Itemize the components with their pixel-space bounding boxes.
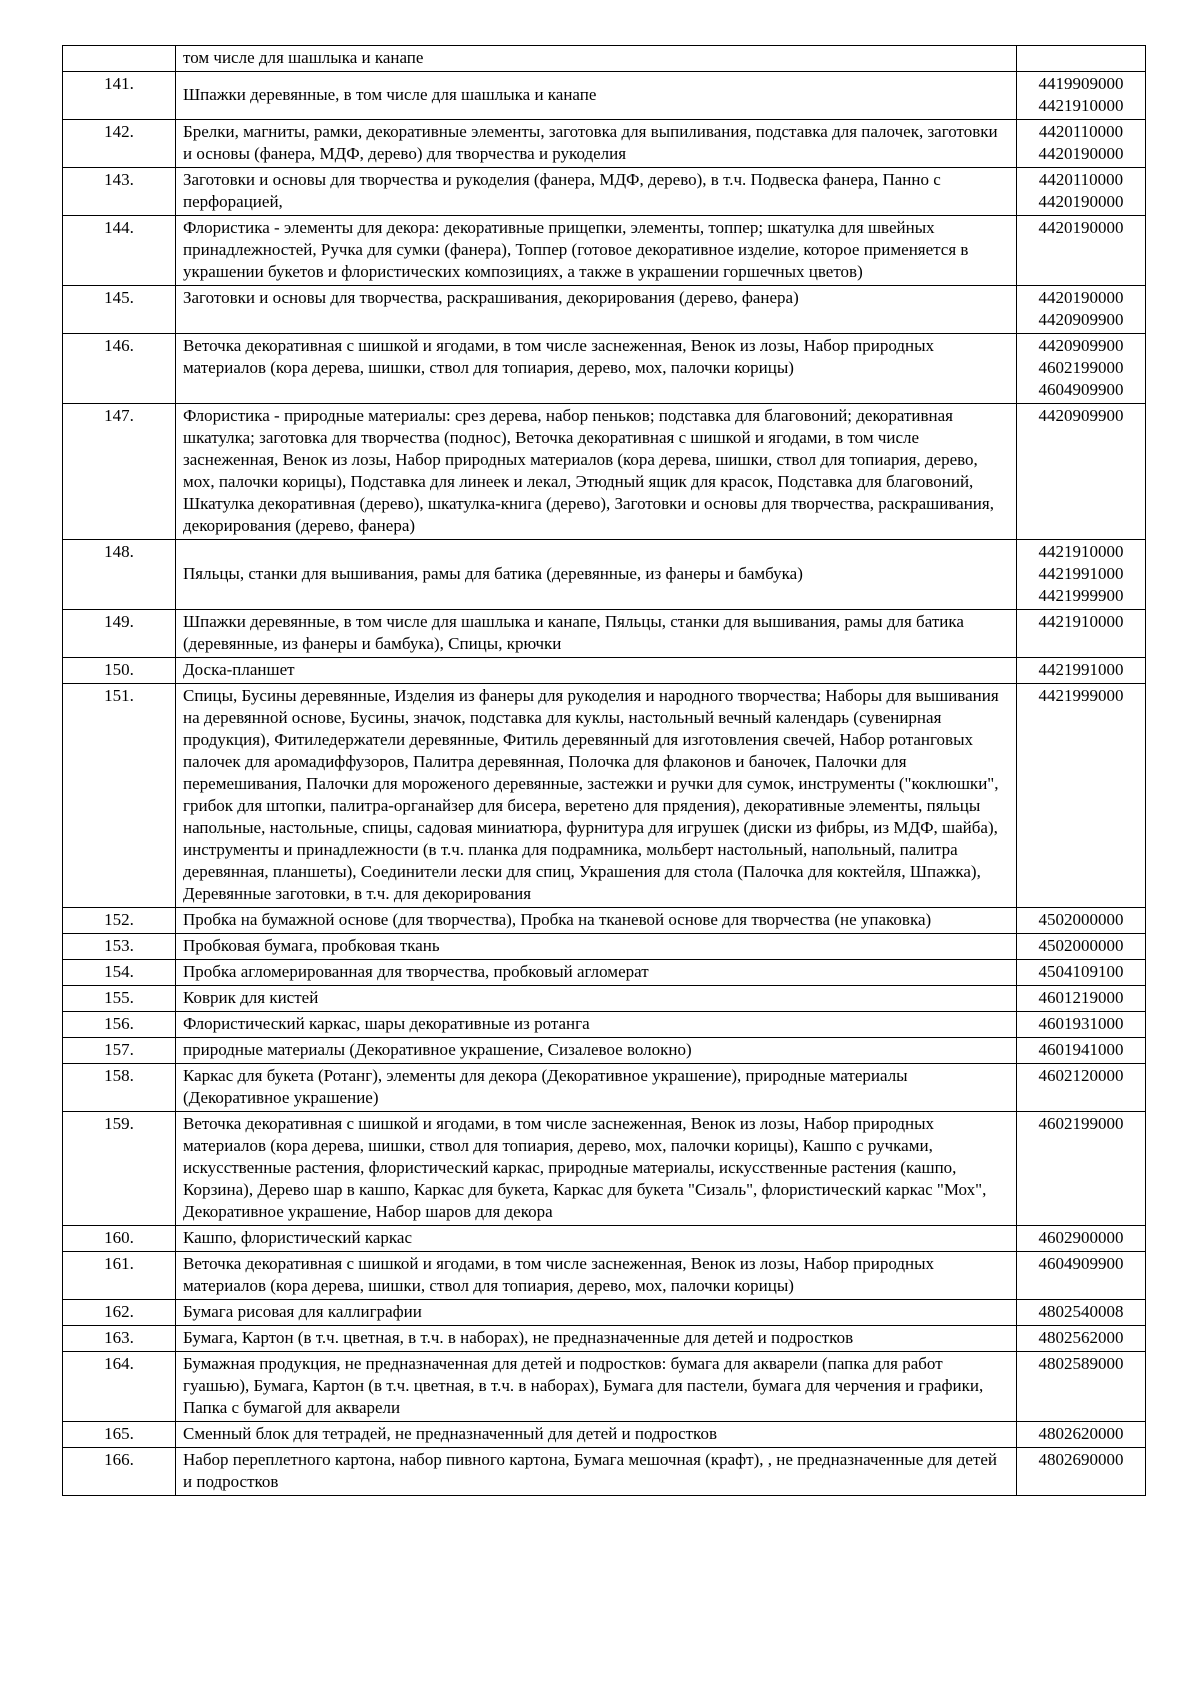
hs-code: 4601941000 [1038,1040,1124,1059]
table-row [63,1300,1146,1326]
description-cell: Пяльцы, станки для вышивания, рамы для батика (деревянные, из фанеры и бамбука) [176,540,1017,610]
table-row [63,1448,1146,1496]
description-cell: Спицы, Бусины деревянные, Изделия из фанеры для рукоделия и народного творчества; Наборы для вышивания на деревянной основе, Бусины, значок, подставка для куклы, настольный вечный календарь (сувенирная продукция), Фитиледержатели деревянные, Фитиль деревянный для изготовления свечей, Набор ротанговых палочек для аромадиффузоров, Палитра деревянная, Полочка для флаконов и баночек, Палочки для перемешивания, Палочки для мороженого деревянные, застежки и ручки для сумок, инструменты ("коклюшки", грибок для штопки, палитра-органайзер для бисера, веретено для прядения), декоративные элементы, пяльцы напольные, настольные, спицы, садовая миниатюра, фурнитура для игрушек (диски из фибры, из МДФ, шайба), инструменты и принадлежности (в т.ч. планка для подрамника, мольберт настольный, напольный, палитра деревянная, планшеты), Соединители лески для спиц, Украшения для стола (Палочка для коктейля, Шпажка), Деревянные заготовки, в т.ч. для декорирования [176,684,1017,908]
table-row [63,934,1146,960]
hs-code: 4421910000 [1038,542,1124,561]
table-row [63,120,1146,168]
table-row [63,1038,1146,1064]
hs-code: 4802690000 [1038,1450,1124,1469]
description-cell: Шпажки деревянные, в том числе для шашлыка и канапе, Пяльцы, станки для вышивания, рамы для батика (деревянные, из фанеры и бамбука), Спицы, крючки [176,610,1017,658]
table-row [63,610,1146,658]
row-number-cell: 146. [63,334,176,404]
hs-code: 4604909900 [1038,380,1124,399]
table-row [63,1352,1146,1422]
code-cell [1017,1352,1146,1422]
code-cell [1017,334,1146,404]
table-row [63,1064,1146,1112]
row-number-cell: 143. [63,168,176,216]
code-cell [1017,1326,1146,1352]
description-cell: Флористика - элементы для декора: декоративные прищепки, элементы, топпер; шкатулка для швейных принадлежностей, Ручка для сумки (фанера), Топпер (готовое декоративное изделие, которое применяется в украшении букетов и флористических композициях, а также в украшении горшечных цветов) [176,216,1017,286]
row-number-cell: 144. [63,216,176,286]
description-cell: Шпажки деревянные, в том числе для шашлыка и канапе [176,72,1017,120]
table-row [63,960,1146,986]
hs-code: 4602900000 [1038,1228,1124,1247]
hs-code: 4421999000 [1038,686,1124,705]
hs-code: 4502000000 [1038,910,1124,929]
hs-code: 4420190000 [1038,288,1124,307]
hs-code: 4601219000 [1038,988,1124,1007]
row-number-cell: 151. [63,684,176,908]
code-cell [1017,46,1146,72]
code-cell [1017,216,1146,286]
row-number-cell: 156. [63,1012,176,1038]
row-number-cell: 166. [63,1448,176,1496]
description-cell: том числе для шашлыка и канапе [176,46,1017,72]
description-cell: Бумага рисовая для каллиграфии [176,1300,1017,1326]
code-cell [1017,1422,1146,1448]
code-cell [1017,404,1146,540]
row-number-cell: 159. [63,1112,176,1226]
description-cell: Веточка декоративная с шишкой и ягодами, в том числе заснеженная, Венок из лозы, Набор природных материалов (кора дерева, шишки, ствол для топиария, дерево, мох, палочки корицы) [176,1252,1017,1300]
description-cell: Коврик для кистей [176,986,1017,1012]
description-cell: Бумага, Картон (в т.ч. цветная, в т.ч. в наборах), не предназначенные для детей и подростков [176,1326,1017,1352]
table-row [63,404,1146,540]
table-row [63,1422,1146,1448]
description-cell: природные материалы (Декоративное украшение, Сизалевое волокно) [176,1038,1017,1064]
code-cell [1017,1112,1146,1226]
row-number-cell: 158. [63,1064,176,1112]
hs-code: 4421999900 [1038,586,1124,605]
code-cell [1017,1300,1146,1326]
description-cell: Набор переплетного картона, набор пивного картона, Бумага мешочная (крафт), , не предназначенные для детей и подростков [176,1448,1017,1496]
table-row [63,334,1146,404]
code-cell [1017,1448,1146,1496]
description-cell: Каркас для букета (Ротанг), элементы для декора (Декоративное украшение), природные материалы (Декоративное украшение) [176,1064,1017,1112]
row-number-cell: 147. [63,404,176,540]
hs-code: 4420110000 [1038,122,1124,141]
hs-code: 4601931000 [1038,1014,1124,1033]
hs-code: 4802620000 [1038,1424,1124,1443]
row-number-cell: 148. [63,540,176,610]
hs-code: 4802540008 [1038,1302,1124,1321]
hs-code: 4420909900 [1038,310,1124,329]
code-cell [1017,610,1146,658]
hs-code: 4420110000 [1038,170,1124,189]
row-number-cell: 157. [63,1038,176,1064]
hs-code: 4602120000 [1038,1066,1124,1085]
row-number-cell: 154. [63,960,176,986]
row-number-cell: 145. [63,286,176,334]
code-cell [1017,286,1146,334]
hs-code: 4419909000 [1038,74,1124,93]
description-cell: Веточка декоративная с шишкой и ягодами, в том числе заснеженная, Венок из лозы, Набор природных материалов (кора дерева, шишки, ствол для топиария, дерево, мох, палочки корицы) [176,334,1017,404]
description-cell: Пробка агломерированная для творчества, пробковый агломерат [176,960,1017,986]
description-cell: Пробковая бумага, пробковая ткань [176,934,1017,960]
description-cell: Заготовки и основы для творчества и рукоделия (фанера, МДФ, дерево), в т.ч. Подвеска фанера, Панно с перфорацией, [176,168,1017,216]
code-cell [1017,658,1146,684]
hs-code: 4802589000 [1038,1354,1124,1373]
description-cell: Доска-планшет [176,658,1017,684]
code-cell [1017,960,1146,986]
description-cell: Веточка декоративная с шишкой и ягодами, в том числе заснеженная, Венок из лозы, Набор природных материалов (кора дерева, шишки, ствол для топиария, дерево, мох, палочки корицы), Кашпо с ручками, искусственные растения, флористический каркас, природные материалы, искусственные растения (кашпо, Корзина), Дерево шар в кашпо, Каркас для букета, Каркас для букета "Сизаль", флористический каркас "Мох", Декоративное украшение, Набор шаров для декора [176,1112,1017,1226]
hs-code: 4504109100 [1038,962,1124,981]
code-cell [1017,1226,1146,1252]
row-number-cell: 162. [63,1300,176,1326]
table-row [63,168,1146,216]
hs-code: 4420909900 [1038,336,1124,355]
code-cell [1017,168,1146,216]
description-cell: Бумажная продукция, не предназначенная для детей и подростков: бумага для акварели (папка для работ гуашью), Бумага, Картон (в т.ч. цветная, в т.ч. в наборах), Бумага для пастели, бумага для черчения и графики, Папка с бумагой для акварели [176,1352,1017,1422]
table-row [63,1012,1146,1038]
hs-code: 4420190000 [1038,192,1124,211]
table-row [63,1226,1146,1252]
hs-code: 4420909900 [1038,406,1124,425]
hs-code: 4604909900 [1038,1254,1124,1273]
row-number-cell: 152. [63,908,176,934]
table-row [63,908,1146,934]
row-number-cell: 165. [63,1422,176,1448]
hs-code: 4602199000 [1038,1114,1124,1133]
row-number-cell: 164. [63,1352,176,1422]
table-row [63,1326,1146,1352]
description-cell: Брелки, магниты, рамки, декоративные элементы, заготовка для выпиливания, подставка для палочек, заготовки и основы (фанера, МДФ, дерево) для творчества и рукоделия [176,120,1017,168]
hs-code: 4421991000 [1038,660,1124,679]
table-row [63,286,1146,334]
description-cell: Пробка на бумажной основе (для творчества), Пробка на тканевой основе для творчества (не упаковка) [176,908,1017,934]
row-number-cell: 142. [63,120,176,168]
code-cell [1017,934,1146,960]
hs-code: 4421910000 [1038,612,1124,631]
table-row [63,986,1146,1012]
table-row [63,658,1146,684]
description-cell: Сменный блок для тетрадей, не предназначенный для детей и подростков [176,1422,1017,1448]
row-number-cell: 160. [63,1226,176,1252]
table-row [63,1112,1146,1226]
code-cell [1017,684,1146,908]
code-cell [1017,1038,1146,1064]
description-cell: Флористический каркас, шары декоративные из ротанга [176,1012,1017,1038]
hs-code: 4421910000 [1038,96,1124,115]
code-cell [1017,120,1146,168]
table-row [63,540,1146,610]
code-cell [1017,540,1146,610]
code-cell [1017,986,1146,1012]
row-number-cell: 153. [63,934,176,960]
table-row [63,684,1146,908]
table-row [63,216,1146,286]
row-number-cell: 141. [63,72,176,120]
hs-code: 4802562000 [1038,1328,1124,1347]
code-cell [1017,908,1146,934]
hs-code: 4502000000 [1038,936,1124,955]
table-row [63,72,1146,120]
row-number-cell: 150. [63,658,176,684]
code-cell [1017,1012,1146,1038]
hs-code: 4602199000 [1038,358,1124,377]
description-cell: Флористика - природные материалы: срез дерева, набор пеньков; подставка для благовоний; декоративная шкатулка; заготовка для творчества (поднос), Веточка декоративная с шишкой и ягодами, в том числе заснеженная, Венок из лозы, Набор природных материалов (кора дерева, шишки, ствол для топиария, дерево, мох, палочки корицы), Подставка для линеек и лекал, Этюдный ящик для красок, Подставка для благовоний, Шкатулка декоративная (дерево), шкатулка-книга (дерево), Заготовки и основы для творчества, раскрашивания, декорирования (дерево, фанера) [176,404,1017,540]
row-number-cell [63,46,176,72]
table-row [63,46,1146,72]
row-number-cell: 149. [63,610,176,658]
customs-codes-table-body [63,46,1146,1496]
row-number-cell: 163. [63,1326,176,1352]
row-number-cell: 155. [63,986,176,1012]
code-cell [1017,72,1146,120]
hs-code: 4421991000 [1038,564,1124,583]
row-number-cell: 161. [63,1252,176,1300]
description-cell: Заготовки и основы для творчества, раскрашивания, декорирования (дерево, фанера) [176,286,1017,334]
code-cell [1017,1252,1146,1300]
code-cell [1017,1064,1146,1112]
description-cell: Кашпо, флористический каркас [176,1226,1017,1252]
hs-code: 4420190000 [1038,144,1124,163]
hs-code: 4420190000 [1038,218,1124,237]
table-row [63,1252,1146,1300]
customs-codes-table [62,45,1146,1496]
